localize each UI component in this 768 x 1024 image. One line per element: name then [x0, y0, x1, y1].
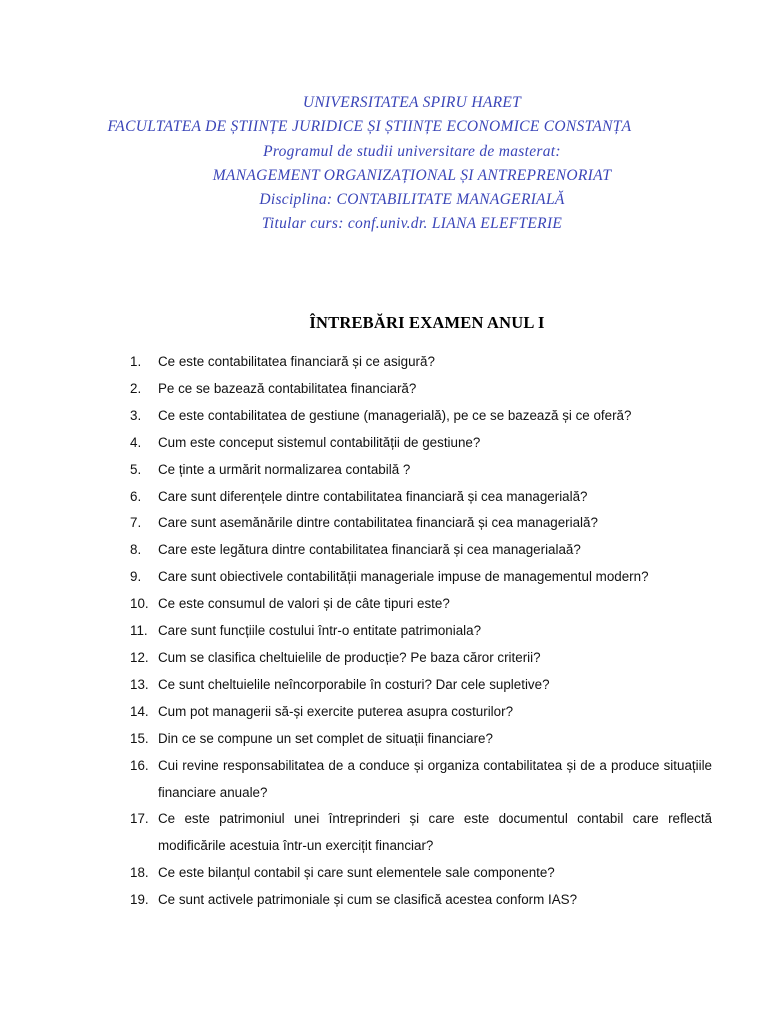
question-number: 3.: [130, 407, 142, 423]
question-text: Cum se clasifica cheltuielile de producție? Pe baza căror criterii?: [158, 649, 541, 665]
question-item: [130, 484, 712, 511]
question-text: Care sunt diferențele dintre contabilitatea financiară și cea managerială?: [158, 488, 588, 504]
question-number: 5.: [130, 461, 142, 477]
question-text: Ce este contabilitatea financiară și ce asigură?: [158, 354, 435, 369]
question-item: [130, 349, 712, 376]
question-text: Care sunt funcțiile costului într-o entitate patrimoniala?: [158, 623, 482, 639]
question-text: Care sunt obiectivele contabilității manageriale impuse de managementul modern?: [158, 569, 649, 585]
question-number: 4.: [130, 434, 142, 450]
question-number: 9.: [130, 569, 142, 585]
faculty-name: FACULTATEA DE ȘTIINȚE JURIDICE ȘI ȘTIINȚE ECONOMICE CONSTANȚA: [107, 118, 632, 136]
question-number: 12.: [130, 649, 149, 665]
question-item: [130, 537, 712, 564]
discipline: Disciplina: CONTABILITATE MANAGERIALĂ: [259, 191, 565, 209]
page-title: ÎNTREBĂRI EXAMEN ANUL I: [309, 313, 545, 332]
question-list: [130, 349, 712, 914]
question-item: [130, 510, 712, 537]
course-instructor: Titular curs: conf.univ.dr. LIANA ELEFTERIE: [261, 215, 563, 233]
question-item: [130, 564, 712, 591]
question-text: Ce sunt activele patrimoniale și cum se clasifică acestea conform IAS?: [158, 892, 578, 908]
question-text: Ce este contabilitatea de gestiune (managerială), pe ce se bazează și ce oferă?: [158, 407, 632, 423]
question-item: [130, 618, 712, 645]
question-item: [130, 403, 712, 430]
question-item: [130, 645, 712, 672]
study-program: Programul de studii universitare de masterat:: [263, 142, 561, 160]
question-text: Care sunt asemănările dintre contabilitatea financiară și cea managerială?: [158, 515, 598, 531]
question-number: 15.: [130, 730, 149, 746]
question-text: Care este legătura dintre contabilitatea financiară și cea managerialaă?: [158, 542, 581, 558]
question-number: 10.: [130, 596, 149, 612]
question-text: Ce ținte a urmărit normalizarea contabilă ?: [158, 461, 411, 477]
question-number: 8.: [130, 542, 142, 558]
specialization: MANAGEMENT ORGANIZAȚIONAL ȘI ANTREPRENORIAT: [212, 166, 612, 184]
question-number: 7.: [130, 515, 142, 531]
question-item: [130, 591, 712, 618]
question-item: [130, 753, 712, 807]
university-name: UNIVERSITATEA SPIRU HARET: [302, 94, 522, 111]
question-text: Din ce se compune un set complet de situații financiare?: [158, 730, 493, 746]
question-number: 2.: [130, 380, 142, 396]
question-number: 6.: [130, 488, 142, 504]
question-number: 18.: [130, 865, 149, 881]
question-item: [130, 430, 712, 457]
question-text: Cum pot managerii să-și exercite puterea asupra costurilor?: [158, 703, 514, 719]
question-item: [130, 457, 712, 484]
question-number: 14.: [130, 703, 149, 719]
question-text: Ce sunt cheltuielile neîncorporabile în costuri? Dar cele supletive?: [158, 676, 550, 692]
question-text: Ce este consumul de valori și de câte tipuri este?: [158, 596, 450, 612]
question-number: 17.: [130, 811, 149, 827]
question-number: 16.: [130, 757, 149, 773]
question-item: [130, 672, 712, 699]
question-text: Cui revine responsabilitatea de a conduce și organiza contabilitatea și de a produce situațiile financiare anuale?: [158, 757, 712, 800]
question-text: Ce este bilanțul contabil și care sunt elementele sale componente?: [158, 865, 555, 881]
question-item: [130, 860, 712, 887]
question-item: [130, 806, 712, 860]
question-number: 1.: [130, 354, 142, 369]
question-item: [130, 887, 712, 914]
question-text: Cum este conceput sistemul contabilității de gestiune?: [158, 434, 481, 450]
question-text: Ce este patrimoniul unei întreprinderi și care este documentul contabil care reflectă modificările acestuia într-un exercițit financiar?: [158, 811, 712, 854]
question-number: 19.: [130, 892, 149, 908]
document-header: [0, 91, 768, 237]
question-item: [130, 726, 712, 753]
question-item: [130, 376, 712, 403]
question-number: 11.: [130, 623, 148, 639]
question-number: 13.: [130, 676, 149, 692]
question-text: Pe ce se bazează contabilitatea financiară?: [158, 380, 417, 396]
question-item: [130, 699, 712, 726]
